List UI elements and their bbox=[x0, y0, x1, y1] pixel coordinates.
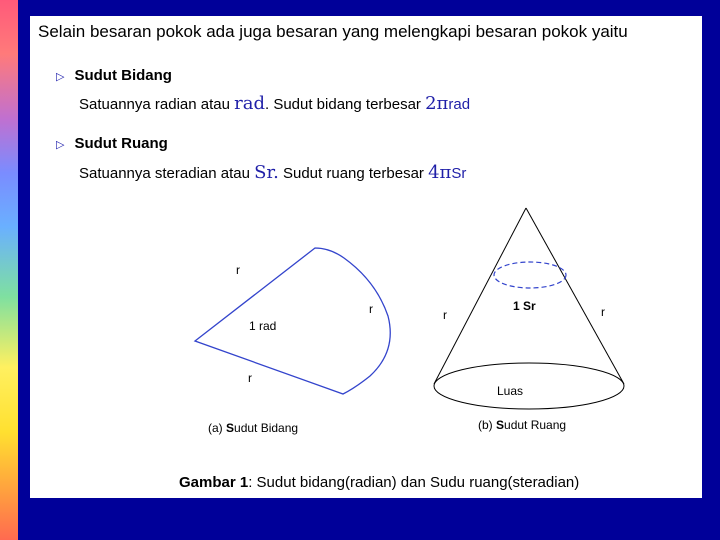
cone-left-side bbox=[434, 208, 526, 384]
sector-r-arc: r bbox=[369, 302, 373, 316]
triangle-bullet-icon: ▷ bbox=[56, 71, 65, 83]
slide-panel bbox=[30, 16, 702, 498]
base-ellipse bbox=[434, 363, 624, 409]
caption-sudut-bidang: (a) Sudut Bidang bbox=[208, 421, 299, 435]
cone-r-left: r bbox=[443, 308, 447, 322]
figure-caption-label: Gambar 1 bbox=[179, 474, 249, 491]
angle-diagrams bbox=[30, 16, 702, 498]
sector-shape bbox=[195, 248, 390, 394]
bullet-title: Sudut Ruang bbox=[74, 135, 168, 152]
slide-heading: Selain besaran pokok ada juga besaran yang melengkapi besaran pokok yaitu bbox=[38, 22, 628, 41]
max-value: 2πrad bbox=[425, 93, 471, 114]
unit-symbol: Sr. bbox=[254, 162, 279, 183]
desc-text: Satuannya radian atau bbox=[79, 96, 235, 113]
unit-symbol: rad bbox=[234, 93, 265, 114]
desc-text: Satuannya steradian atau bbox=[79, 165, 255, 182]
sector-r-top: r bbox=[236, 263, 240, 277]
desc-text: Sudut ruang terbesar bbox=[278, 165, 429, 182]
caption-sudut-ruang: (b) Sudut Ruang bbox=[478, 418, 567, 432]
figure-caption bbox=[179, 474, 579, 491]
cone-figure bbox=[434, 208, 624, 409]
bullet-title: Sudut Bidang bbox=[74, 67, 172, 84]
area-label: Luas bbox=[497, 384, 524, 398]
sector-r-bottom: r bbox=[248, 371, 252, 385]
figure-caption-text: : Sudut bidang(radian) dan Sudu ruang(steradian) bbox=[248, 474, 580, 491]
cone-r-right: r bbox=[601, 305, 605, 319]
cone-right-side bbox=[526, 208, 624, 384]
sector-angle-label: 1 rad bbox=[249, 319, 277, 333]
cap-ellipse-dashed bbox=[494, 262, 566, 288]
sector-figure bbox=[195, 248, 390, 394]
desc-text: . Sudut bidang terbesar bbox=[264, 96, 426, 113]
triangle-bullet-icon: ▷ bbox=[56, 139, 65, 151]
solid-angle-label: 1 Sr bbox=[513, 299, 536, 313]
max-value: 4πSr bbox=[428, 162, 467, 183]
gradient-side-strip bbox=[0, 0, 18, 540]
